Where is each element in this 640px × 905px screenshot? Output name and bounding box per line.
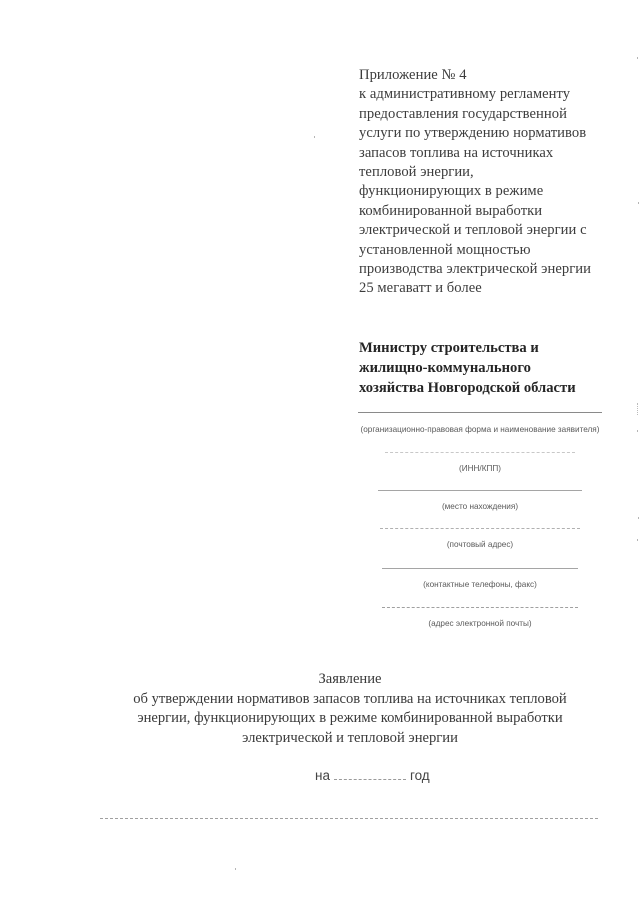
year-line	[315, 768, 430, 783]
statement-title: Заявление	[318, 671, 382, 687]
appendix-line: к административному регламенту	[359, 86, 571, 103]
postal-address-field[interactable]	[360, 528, 600, 549]
appendix-line: тепловой энергии,	[359, 164, 474, 181]
appendix-line: запасов топлива на источниках	[359, 144, 554, 161]
phone-fax-line[interactable]	[382, 568, 578, 569]
postal-address-caption: (почтовый адрес)	[446, 540, 514, 549]
statement-subtitle-line: об утверждении нормативов запасов топлива на источниках тепловой	[133, 690, 567, 707]
appendix-line: установленной мощностью	[359, 241, 531, 258]
scan-artifact	[637, 430, 638, 432]
phone-fax-field[interactable]	[360, 568, 600, 589]
statement-subtitle-line: электрической и тепловой энергии	[242, 729, 458, 746]
appendix-line: функционирующих в режиме	[359, 183, 544, 200]
statement-title-block	[90, 670, 610, 748]
scan-artifact	[638, 517, 639, 519]
applicant-name-field[interactable]	[358, 412, 602, 434]
scan-artifact	[637, 403, 639, 415]
appendix-number: Приложение № 4	[359, 67, 467, 83]
phone-fax-caption: (контактные телефоны, факс)	[423, 580, 537, 589]
appendix-line: производства электрической энергии	[359, 261, 591, 278]
applicant-name-caption: (организационно-правовая форма и наименование заявителя)	[360, 425, 600, 434]
postal-address-line[interactable]	[380, 528, 580, 529]
applicant-statement-line[interactable]	[100, 818, 598, 819]
appendix-line: электрической и тепловой энергии с	[359, 222, 587, 239]
scan-artifact	[637, 539, 638, 541]
email-field[interactable]	[360, 607, 600, 628]
appendix-line: предоставления государственной	[359, 105, 567, 122]
applicant-name-line[interactable]	[358, 412, 602, 413]
addressee-line: Министру строительства и	[359, 340, 539, 356]
addressee-line: жилищно-коммунального	[359, 360, 531, 376]
scan-artifact	[638, 202, 639, 204]
statement-subtitle-line: энергии, функционирующих в режиме комбинированной выработки	[137, 710, 563, 726]
year-prefix: на	[315, 768, 330, 783]
scan-artifact	[637, 57, 638, 59]
scan-artifact	[314, 136, 315, 138]
addressee-block	[359, 338, 609, 398]
inn-kpp-caption: (ИНН/КПП)	[459, 464, 501, 473]
appendix-line: 25 мегаватт и более	[359, 280, 482, 297]
appendix-line: комбинированной выработки	[359, 202, 543, 219]
inn-kpp-field[interactable]	[360, 452, 600, 473]
appendix-line: услуги по утверждению нормативов	[359, 125, 587, 142]
location-field[interactable]	[360, 490, 600, 511]
location-caption: (место нахождения)	[441, 502, 519, 511]
email-line[interactable]	[382, 607, 578, 608]
scan-artifact	[235, 868, 236, 870]
year-suffix: год	[409, 768, 430, 783]
year-input[interactable]	[334, 768, 406, 780]
email-caption: (адрес электронной почты)	[428, 619, 532, 628]
appendix-header	[359, 66, 609, 299]
addressee-line: хозяйства Новгородской области	[359, 380, 576, 396]
location-line[interactable]	[378, 490, 582, 491]
inn-kpp-line[interactable]	[385, 452, 575, 453]
